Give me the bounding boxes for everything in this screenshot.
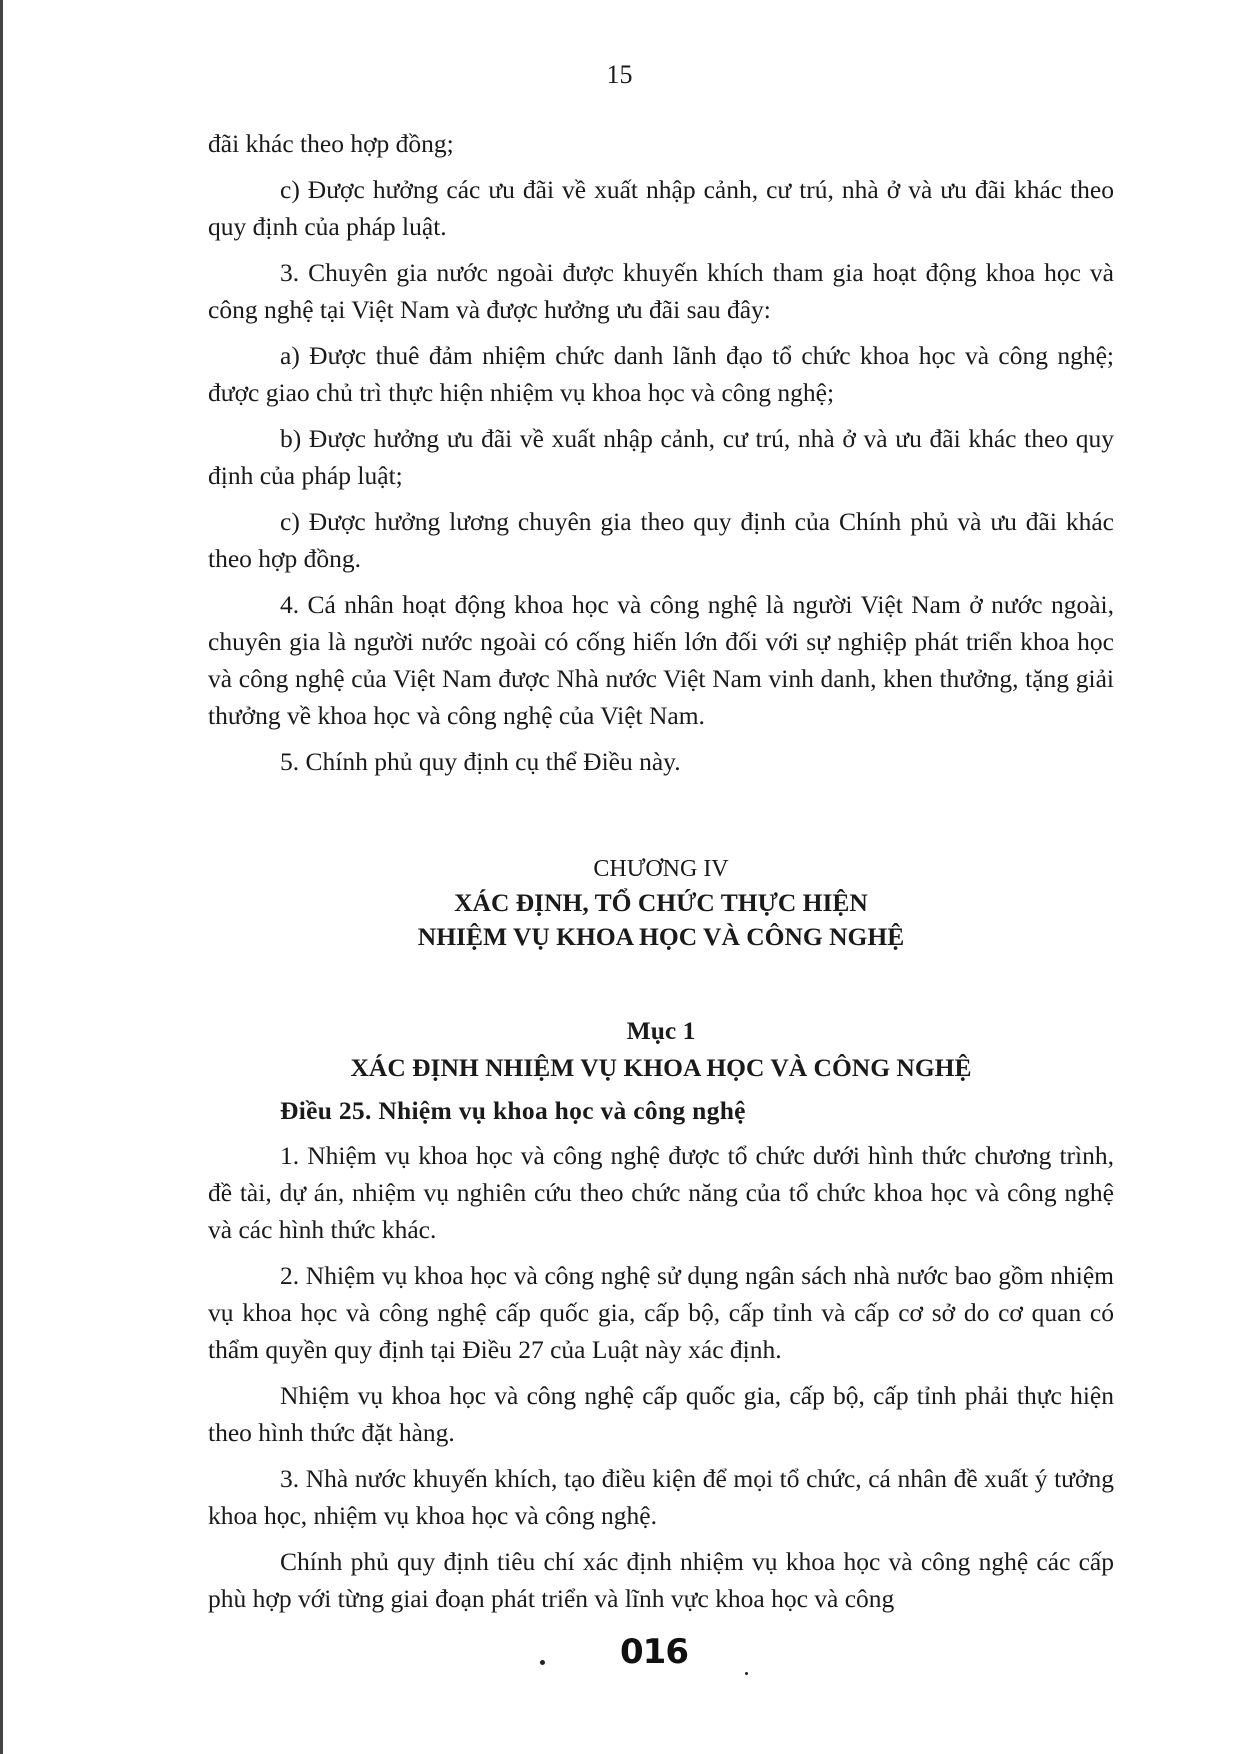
page-number: 15 — [606, 60, 633, 89]
scan-speck — [745, 1672, 748, 1675]
chapter-heading — [208, 852, 1114, 954]
paragraph: b) Được hưởng ưu đãi về xuất nhập cảnh, cư trú, nhà ở và ưu đãi khác theo quy định của pháp luật; — [208, 424, 1114, 490]
paragraph: c) Được hưởng lương chuyên gia theo quy định của Chính phủ và ưu đãi khác theo hợp đồng. — [208, 507, 1114, 573]
chapter-title-line1: XÁC ĐỊNH, TỔ CHỨC THỰC HIỆN — [454, 888, 868, 917]
paragraph: Nhiệm vụ khoa học và công nghệ cấp quốc gia, cấp bộ, cấp tỉnh phải thực hiện theo hình thức đặt hàng. — [208, 1381, 1114, 1447]
scan-speck — [540, 1660, 545, 1665]
article-title: Điều 25. Nhiệm vụ khoa học và công nghệ — [280, 1096, 746, 1125]
chapter-label: CHƯƠNG IV — [593, 856, 729, 882]
paragraph: Chính phủ quy định tiêu chí xác định nhiệm vụ khoa học và công nghệ các cấp phù hợp với từng giai đoạn phát triển và lĩnh vực khoa học và công — [208, 1547, 1114, 1613]
scan-edge — [0, 0, 3, 1754]
document-body — [208, 125, 1114, 1626]
paragraph: 3. Chuyên gia nước ngoài được khuyến khích tham gia hoạt động khoa học và công nghệ tại Việt Nam và được hưởng ưu đãi sau đây: — [208, 258, 1114, 324]
paragraph: a) Được thuê đảm nhiệm chức danh lãnh đạo tổ chức khoa học và công nghệ; được giao chủ trì thực hiện nhiệm vụ khoa học và công nghệ; — [208, 341, 1114, 407]
chapter-title-line2: NHIỆM VỤ KHOA HỌC VÀ CÔNG NGHỆ — [417, 922, 905, 951]
section-heading — [208, 1012, 1114, 1086]
paragraph: đãi khác theo hợp đồng; — [208, 129, 454, 158]
section-title: XÁC ĐỊNH NHIỆM VỤ KHOA HỌC VÀ CÔNG NGHỆ — [350, 1053, 972, 1082]
paragraph: 1. Nhiệm vụ khoa học và công nghệ được tổ chức dưới hình thức chương trình, đề tài, dự án, nhiệm vụ nghiên cứu theo chức năng của tổ chức khoa học và công nghệ và các hình thức khác. — [208, 1141, 1114, 1244]
paragraph: 2. Nhiệm vụ khoa học và công nghệ sử dụng ngân sách nhà nước bao gồm nhiệm vụ khoa học và công nghệ cấp quốc gia, cấp bộ, cấp tỉnh và cấp cơ sở do cơ quan có thẩm quyền quy định tại Điều 27 của Luật này xác định. — [208, 1261, 1114, 1364]
paragraph: 4. Cá nhân hoạt động khoa học và công nghệ là người Việt Nam ở nước ngoài, chuyên gia là người nước ngoài có cống hiến lớn đối với sự nghiệp phát triển khoa học và công nghệ của Việt Nam được Nhà nước Việt Nam vinh danh, khen thưởng, tặng giải thưởng về khoa học và công nghệ của Việt Nam. — [208, 590, 1114, 730]
paragraph: 5. Chính phủ quy định cụ thể Điều này. — [280, 747, 681, 776]
paragraph: c) Được hưởng các ưu đãi về xuất nhập cảnh, cư trú, nhà ở và ưu đãi khác theo quy định của pháp luật. — [208, 175, 1114, 241]
section-label: Mục 1 — [626, 1016, 696, 1045]
paragraph: 3. Nhà nước khuyến khích, tạo điều kiện để mọi tổ chức, cá nhân đề xuất ý tưởng khoa học, nhiệm vụ khoa học và công nghệ. — [208, 1464, 1114, 1530]
page-stamp: 016 — [620, 1632, 688, 1672]
